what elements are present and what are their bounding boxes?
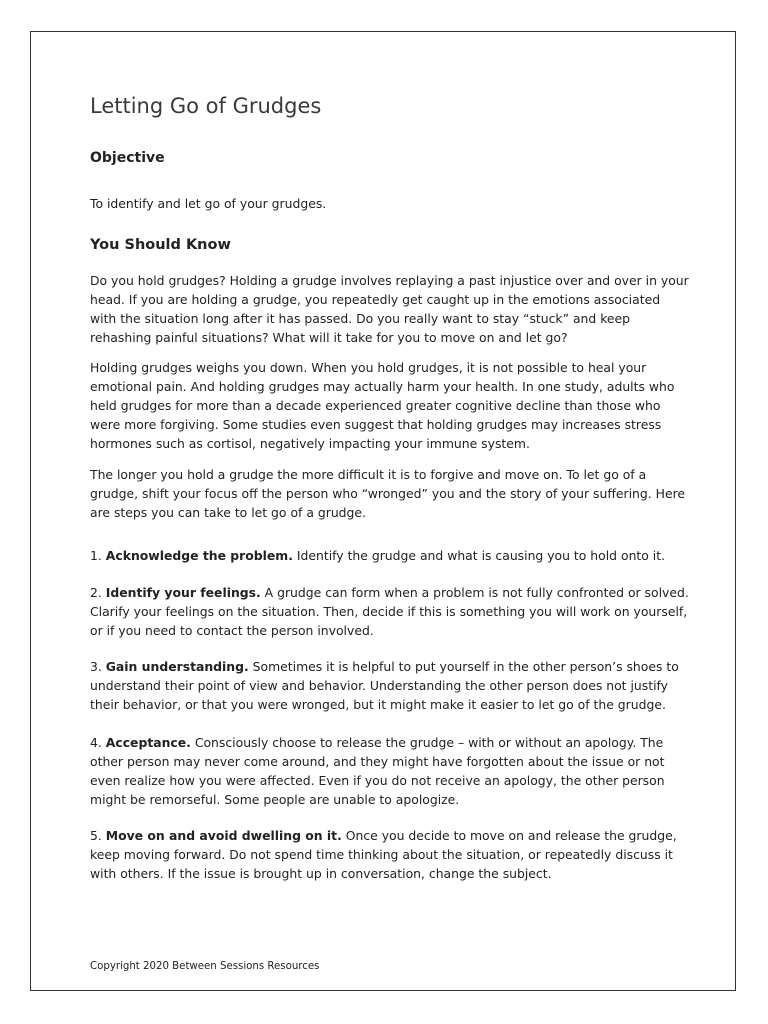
step-item [90, 657, 690, 714]
step-text: Consciously choose to release the grudge – with or without an apology. The other person may never come around, and they might have forgotten about the issue or not even realize how you were affected. Even if you do not receive an apology, the other person might be remorseful. Some people are unable to apologize. [90, 735, 665, 808]
step-number: 4. [90, 735, 106, 750]
step-item [90, 546, 690, 565]
step-item [90, 733, 690, 809]
step-label: Gain understanding. [105, 659, 249, 674]
objective-text: To identify and let go of your grudges. [90, 196, 327, 211]
step-label: Acceptance. [105, 735, 191, 750]
step-label: Identify your feelings. [105, 585, 261, 600]
step-number: 5. [90, 828, 106, 843]
step-number: 1. [90, 548, 106, 563]
step-item [90, 826, 690, 883]
steps-intro-paragraph: The longer you hold a grudge the more difficult it is to forgive and move on. To let go of a grudge, shift your focus off the person who “wronged” you and the story of your suffering. Here are steps you can take to let go of a grudge. [90, 467, 686, 521]
intro-paragraph-rest: Do you really want to stay “stuck” and keep rehashing painful situations? What will it take for you to move on and let go? [90, 311, 631, 346]
you-should-know-heading: You Should Know [90, 237, 231, 253]
intro-paragraph [90, 271, 690, 347]
step-number: 3. [90, 659, 106, 674]
step-text: A grudge can form when a problem is not fully confronted or solved. Clarify your feelings on the situation. Then, decide if this is something you will work on yourself, or if you need to contact the person involved. [90, 585, 689, 639]
step-label: Move on and avoid dwelling on it. [105, 828, 342, 843]
step-text: Identify the grudge and what is causing you to hold onto it. [292, 548, 666, 563]
step-text: Once you decide to move on and release the grudge, keep moving forward. Do not spend time thinking about the situation, or repeatedly discuss it with others. If the issue is brought up in conversation, change the subject. [90, 828, 677, 882]
page-title: Letting Go of Grudges [90, 94, 322, 118]
step-text: Sometimes it is helpful to put yourself in the other person’s shoes to understand their point of view and behavior. Understanding the other person does not justify their behavior, or that you were wronged, but it might make it easier to let go of the grudge. [90, 659, 679, 713]
health-paragraph: Holding grudges weighs you down. When you hold grudges, it is not possible to heal your emotional pain. And holding grudges may actually harm your health. In one study, adults who held grudges for more than a decade experienced greater cognitive decline than those who were more forgiving. Some studies even suggest that holding grudges may increases stress hormones such as cortisol, negatively impacting your immune system. [90, 360, 675, 452]
copyright-footer: Copyright 2020 Between Sessions Resources [90, 961, 320, 972]
intro-paragraph-lead: Do you hold grudges? Holding a grudge involves replaying a past injustice over and over in your head. If you are holding a grudge, you repeatedly get caught up in the emotions associated with the situation long after it has passed. [90, 273, 689, 327]
step-item [90, 583, 690, 640]
objective-heading: Objective [90, 150, 165, 166]
step-number: 2. [90, 585, 106, 600]
step-label: Acknowledge the problem. [105, 548, 293, 563]
